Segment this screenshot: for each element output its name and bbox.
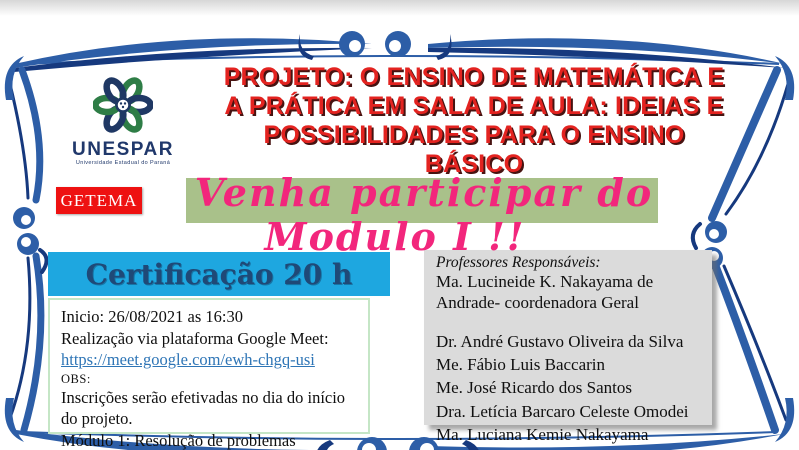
- professor-name: Ma. Luciana Kemie Nakayama: [436, 424, 649, 444]
- professor-name: Me. Fábio Luis Baccarin: [436, 355, 606, 375]
- start-date-text: Inicio: 26/08/2021 as 16:30: [61, 307, 243, 326]
- logo-subtitle: Universidade Estadual do Paraná: [75, 160, 171, 166]
- logo-acronym: UNESPAR: [72, 139, 174, 160]
- details-box: [48, 298, 370, 450]
- invitation-script-line1: Venha participar do: [194, 170, 654, 215]
- professor-name: Dr. André Gustavo Oliveira da Silva: [436, 332, 684, 351]
- professors-heading: Professores Responsáveis:: [436, 254, 601, 271]
- title-line-4: BÁSICO: [424, 150, 524, 178]
- certification-banner: Certificação 20 h: [48, 252, 390, 296]
- unespar-logo: [60, 76, 186, 166]
- professor-name: Me. José Ricardo dos Santos: [436, 378, 632, 398]
- professors-box: [424, 250, 712, 444]
- project-title: [186, 63, 762, 179]
- title-line-3: POSSIBILIDADES PARA O ENSINO: [263, 121, 685, 149]
- getema-badge: GETEMA: [56, 187, 142, 214]
- module-text: Módulo 1: Resolução de problemas: [61, 430, 296, 450]
- spacer: [436, 313, 700, 330]
- coordinator-name: Ma. Lucineide K. Nakayama de Andrade- coordenadora Geral: [436, 272, 654, 312]
- unespar-flower-icon: [93, 76, 153, 134]
- obs-label: OBS:: [61, 371, 91, 386]
- platform-text: Realização via plataforma Google Meet:: [61, 328, 329, 348]
- title-line-1: PROJETO: O ENSINO DE MATEMÁTICA E: [223, 63, 725, 91]
- obs-text: Inscrições serão efetivadas no dia do início do projeto.: [61, 387, 346, 428]
- meet-link[interactable]: https://meet.google.com/ewh-chgq-usi: [61, 350, 315, 369]
- professor-name: Dra. Letícia Barcaro Celeste Omodei: [436, 401, 689, 421]
- title-line-2: A PRÁTICA EM SALA DE AULA: IDEIAS E: [224, 92, 724, 120]
- invitation-script-line2: Modulo I !!: [264, 214, 526, 259]
